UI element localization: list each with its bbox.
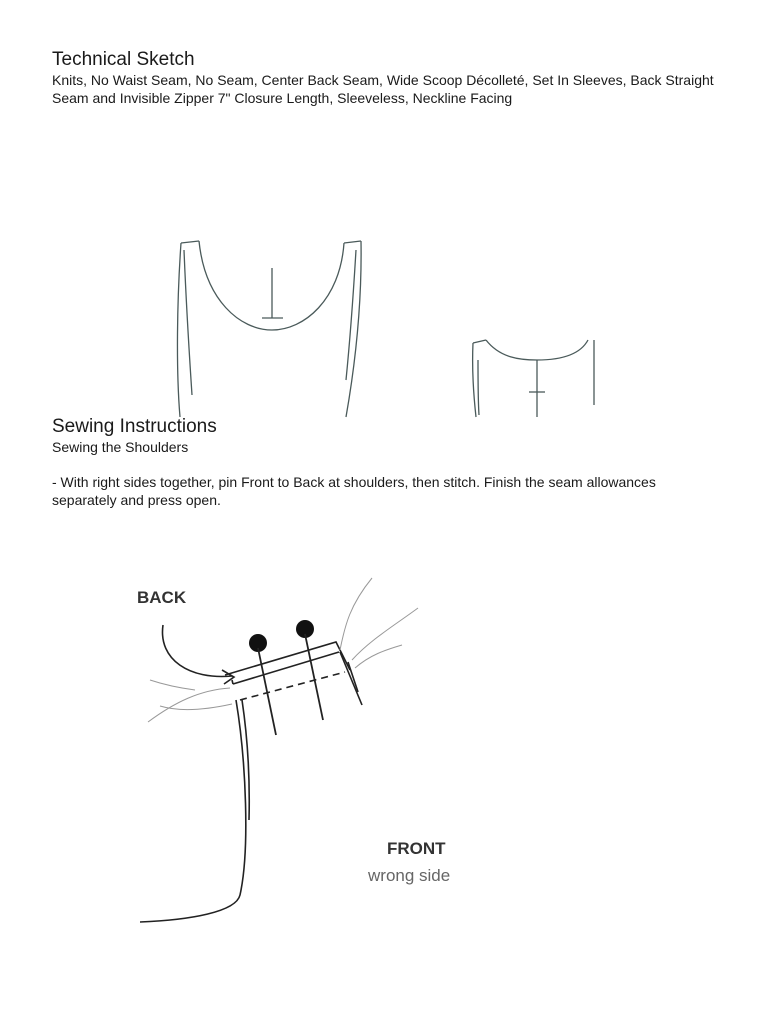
pin-icon	[296, 620, 323, 720]
back-label: BACK	[137, 588, 187, 607]
garment-sketch	[0, 225, 768, 420]
sewing-instructions-title: Sewing Instructions	[52, 416, 217, 437]
fabric-wrinkles	[148, 578, 418, 722]
stitch-line	[240, 672, 345, 700]
back-view-sketch	[473, 340, 594, 417]
technical-sketch-description: Knits, No Waist Seam, No Seam, Center Back Seam, Wide Scoop Décolleté, Set In Sleeves, Back Straight Seam and Invisible Zipper 7" Closure Length, Sleeveless, Neckline Facing	[52, 72, 714, 106]
shoulder-seam-diagram	[120, 565, 500, 935]
sewing-step-text: - With right sides together, pin Front to Back at shoulders, then stitch. Finish the seam allowances separately and press open.	[52, 474, 656, 508]
pins	[249, 620, 323, 735]
technical-sketch-title: Technical Sketch	[52, 49, 195, 70]
front-sublabel: wrong side	[368, 866, 451, 885]
fabric-outline	[140, 625, 362, 922]
sewing-instructions-subtitle: Sewing the Shoulders	[52, 439, 189, 455]
pin-icon	[249, 634, 276, 735]
front-view-sketch	[177, 241, 361, 417]
front-label: FRONT	[387, 839, 446, 858]
